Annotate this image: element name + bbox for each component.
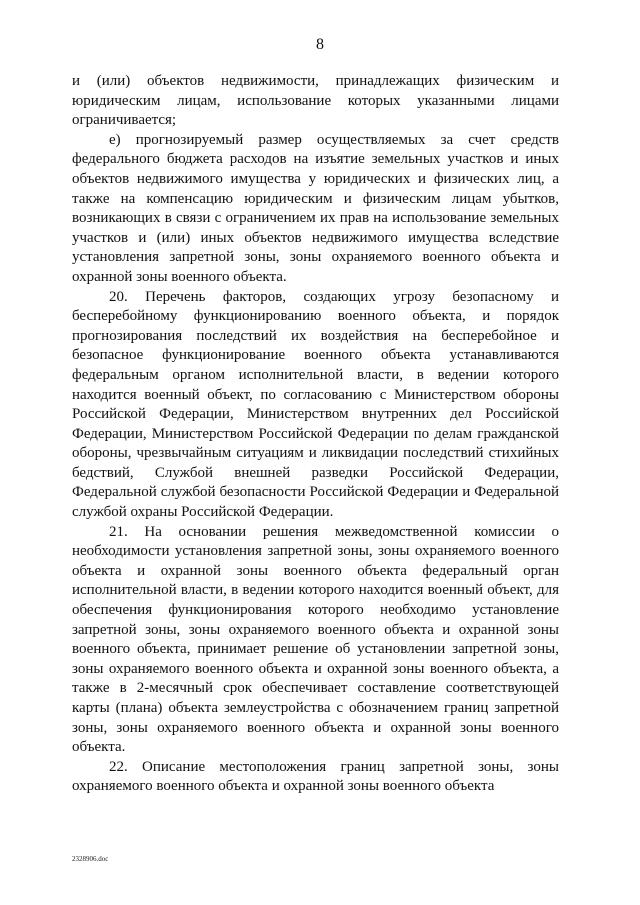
paragraph-20: 20. Перечень факторов, создающих угрозу безопасному и бесперебойному функционированию военного объекта, и порядок прогнозирования последствий их воздействия на бесперебойное и безопасное функционирование военного объекта устанавливаются федеральным органом исполнительной власти, в ведении которого находится военный объект, по согласованию с Министерством обороны Российской Федерации, Министерством внутренних дел Российской Федерации, Министерством Российской Федерации по делам гражданской обороны, чрезвычайным ситуациям и ликвидации последствий стихийных бедствий, Службой внешней разведки Российской Федерации, Федеральной службой безопасности Российской Федерации и Федеральной службой охраны Российской Федерации. <box>72 288 559 521</box>
paragraph-22: 22. Описание местоположения границ запретной зоны, зоны охраняемого военного объекта и охранной зоны военного объекта <box>72 758 559 795</box>
document-body <box>72 72 559 797</box>
paragraph-continuation: и (или) объектов недвижимости, принадлежащих физическим и юридическим лицам, использование которых указанными лицами ограничивается; <box>72 73 559 129</box>
paragraph-item-e: е) прогнозируемый размер осуществляемых за счет средств федерального бюджета расходов на изъятие земельных участков и иных объектов недвижимого имущества у юридических и физических лиц, а также на компенсацию юридическим и физическим лицам убытков, возникающих в связи с ограничением их прав на использование земельных участков и (или) иных объектов недвижимого имущества вследствие установления запретной зоны, зоны охраняемого военного объекта и охранной зоны военного объекта. <box>72 131 559 285</box>
paragraph-21: 21. На основании решения межведомственной комиссии о необходимости установления запретной зоны, зоны охраняемого военного объекта и охранной зоны военного объекта федеральный орган исполнительной власти, в ведении которого находится военный объект, для обеспечения функционирования которого необходимо установление запретной зоны, зоны охраняемого военного объекта и охранной зоны военного объекта, принимает решение об установлении запретной зоны, зоны охраняемого военного объекта и охранной зоны военного объекта, а также в 2-месячный срок обеспечивает составление соответствующей карты (плана) объекта землеустройства с обозначением границ запретной зоны, зоны охраняемого военного объекта и охранной зоны военного объекта. <box>72 523 559 756</box>
page-number: 8 <box>316 36 324 53</box>
footer-document-code: 2328906.doc <box>72 855 109 863</box>
